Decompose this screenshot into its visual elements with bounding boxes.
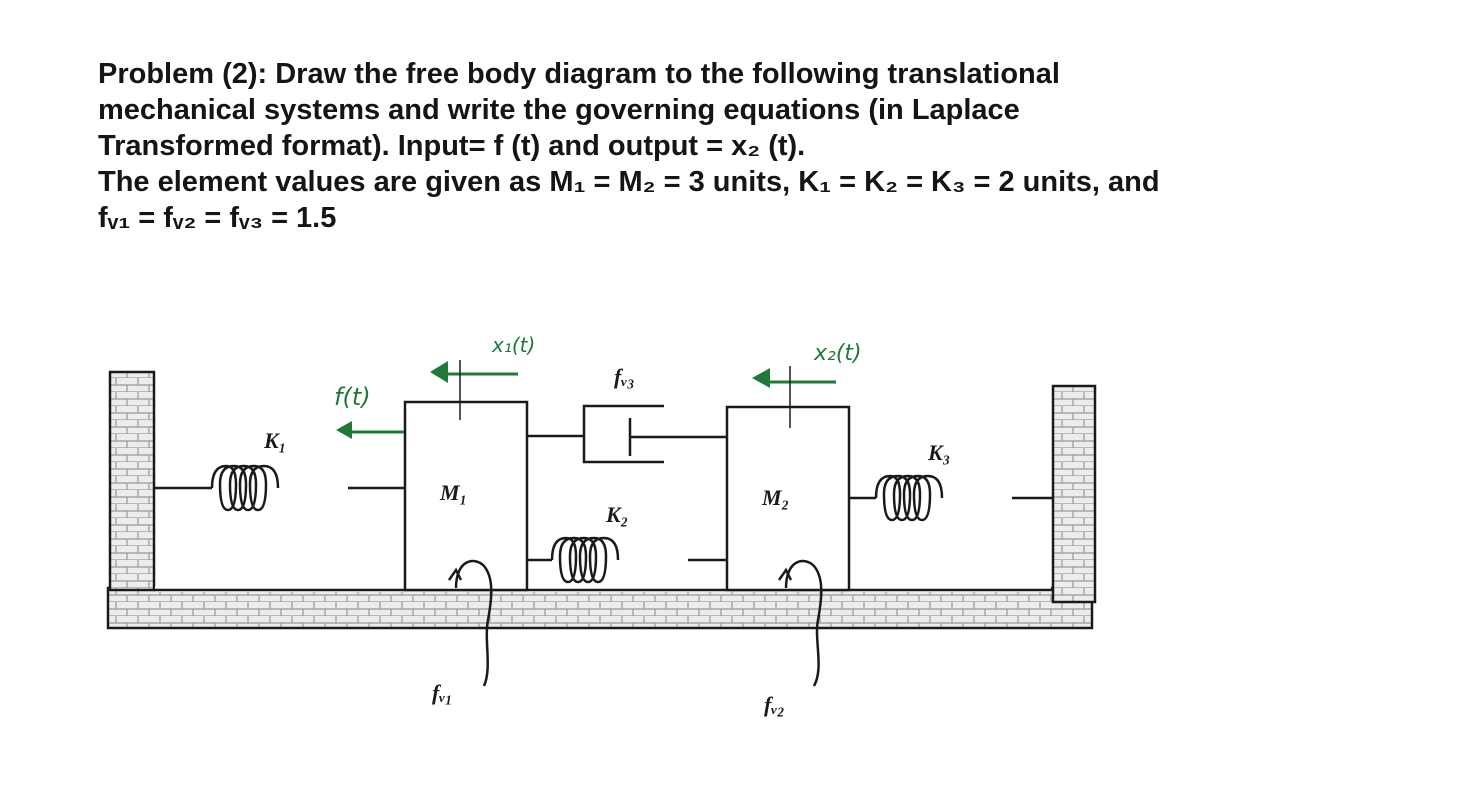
spring-k2 [527, 538, 727, 582]
label-fv1: fᵥ₁ [432, 680, 453, 705]
problem-line-1: Problem (2): Draw the free body diagram to the following translational [98, 58, 1060, 90]
label-k2: K₂ [606, 502, 629, 527]
left-wall [110, 372, 154, 590]
force-arrowhead [336, 421, 352, 439]
x2-arrowhead [752, 368, 770, 388]
label-k3: K₃ [928, 440, 951, 465]
spring-k3 [849, 476, 1053, 520]
problem-line-5: fᵥ₁ = fᵥ₂ = fᵥ₃ = 1.5 [98, 202, 337, 234]
problem-line-2: mechanical systems and write the governing equations (in Laplace [98, 94, 1020, 126]
label-k1: K₁ [264, 428, 287, 453]
label-fv3: fᵥ₃ [614, 364, 635, 389]
label-m1: M₁ [440, 480, 468, 505]
label-force: f(t) [334, 383, 371, 411]
floor [108, 588, 1092, 628]
label-m2: M₂ [762, 485, 790, 510]
spring-k1 [154, 466, 405, 510]
label-fv2: fᵥ₂ [764, 692, 785, 717]
problem-line-4: The element values are given as M₁ = M₂ = 3 units, K₁ = K₂ = K₃ = 2 units, and [98, 166, 1160, 198]
label-x1: x₁(t) [492, 333, 536, 357]
x1-arrowhead [430, 361, 448, 383]
damper-fv3 [527, 406, 727, 462]
label-x2: x₂(t) [814, 341, 862, 366]
right-wall [1053, 386, 1095, 602]
problem-line-3: Transformed format). Input= f (t) and output = x₂ (t). [98, 130, 806, 162]
